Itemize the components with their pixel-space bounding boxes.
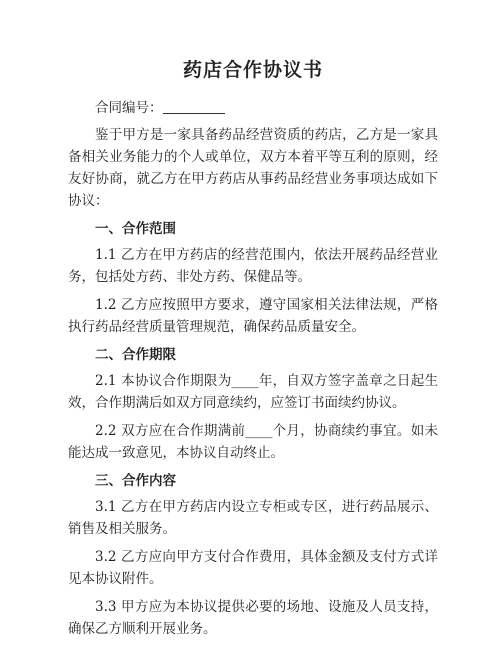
section-term bbox=[68, 344, 438, 464]
clause-1-1: 1.1 乙方在甲方药店的经营范围内，依法开展药品经营业务，包括处方药、非处方药、保健品等。 bbox=[68, 247, 438, 285]
clause-1-2: 1.2 乙方应按照甲方要求，遵守国家相关法律法规，严格执行药品经营质量管理规范，确保药品质量安全。 bbox=[68, 297, 438, 335]
clause-2-1: 2.1 本协议合作期限为____年，自双方签字盖章之日起生效，合作期满后如双方同意续约，应签订书面续约协议。 bbox=[68, 373, 438, 411]
document-title: 药店合作协议书 bbox=[182, 59, 323, 81]
section-heading: 一、合作范围 bbox=[95, 221, 176, 237]
section-heading: 三、合作内容 bbox=[95, 473, 176, 489]
section-heading: 二、合作期限 bbox=[95, 347, 176, 363]
section-scope bbox=[68, 218, 438, 338]
contract-number-blank[interactable] bbox=[163, 100, 225, 114]
section-content bbox=[68, 470, 438, 640]
clause-3-2: 3.2 乙方应向甲方支付合作费用，具体金额及支付方式详见本协议附件。 bbox=[68, 549, 438, 587]
clause-3-1: 3.1 乙方在甲方药店内设立专柜或专区，进行药品展示、销售及相关服务。 bbox=[68, 499, 438, 537]
intro-paragraph: 鉴于甲方是一家具备药品经营资质的药店，乙方是一家具备相关业务能力的个人或单位，双方本着平等互利的原则，经友好协商，就乙方在甲方药店从事药品经营业务事项达成如下协议： bbox=[68, 127, 438, 209]
contract-number-line bbox=[68, 100, 438, 116]
clause-3-3: 3.3 甲方应为本协议提供必要的场地、设施及人员支持，确保乙方顺利开展业务。 bbox=[68, 599, 438, 637]
clause-2-2: 2.2 双方应在合作期满前____个月，协商续约事宜。如未能达成一致意见，本协议自动终止。 bbox=[68, 423, 438, 461]
contract-number-label: 合同编号： bbox=[95, 100, 163, 116]
contract-document bbox=[68, 58, 438, 646]
